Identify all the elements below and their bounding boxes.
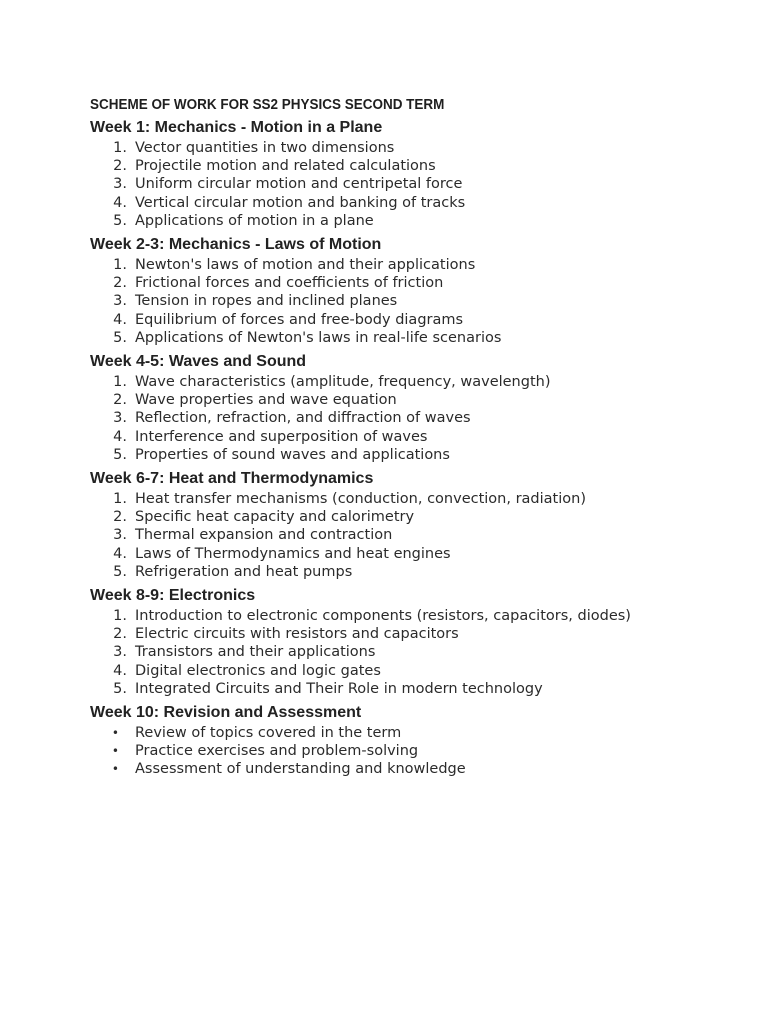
list-item (90, 760, 730, 778)
list-item (90, 545, 730, 563)
list-number: 3. (113, 527, 127, 544)
list-item-text: Refrigeration and heat pumps (135, 563, 353, 580)
list-number: 5. (113, 680, 127, 697)
list-item-text: Frictional forces and coefficients of friction (135, 275, 444, 292)
document-page (90, 95, 730, 783)
list-number: 3. (113, 176, 127, 193)
list-number: 5. (113, 212, 127, 229)
list-item-text: Practice exercises and problem-solving (135, 743, 419, 760)
list-number: 2. (113, 392, 127, 409)
list-number: 1. (113, 140, 127, 156)
bullet-icon: • (111, 726, 119, 741)
week-heading: Week 2-3: Mechanics - Laws of Motion (90, 236, 382, 254)
week-section (90, 351, 730, 464)
week-heading: Week 8-9: Electronics (90, 587, 256, 605)
list-item-text: Review of topics covered in the term (135, 725, 402, 742)
list-item (90, 175, 730, 193)
list-item (90, 662, 730, 680)
numbered-list (90, 256, 730, 347)
list-number: 1. (113, 491, 127, 508)
list-item-text: Applications of motion in a plane (135, 212, 374, 229)
list-number: 5. (113, 563, 127, 580)
list-item (90, 680, 730, 698)
list-number: 3. (113, 293, 127, 310)
document-title: SCHEME OF WORK FOR SS2 PHYSICS SECOND TERM (90, 97, 445, 113)
list-number: 4. (113, 194, 127, 211)
list-number: 5. (113, 446, 127, 463)
list-item-text: Transistors and their applications (135, 644, 376, 661)
list-number: 2. (113, 509, 127, 526)
week-section (90, 702, 730, 779)
list-item (90, 391, 730, 409)
list-number: 2. (113, 275, 127, 292)
list-number: 2. (113, 626, 127, 643)
list-item-text: Assessment of understanding and knowledge (135, 761, 466, 778)
list-item (90, 724, 730, 742)
list-item-text: Vector quantities in two dimensions (135, 140, 395, 156)
week-heading: Week 6-7: Heat and Thermodynamics (90, 470, 374, 488)
week-section (90, 585, 730, 698)
list-item (90, 563, 730, 581)
week-section (90, 117, 730, 230)
list-item-text: Wave characteristics (amplitude, frequency, wavelength) (135, 374, 551, 391)
list-number: 1. (113, 257, 127, 274)
list-item-text: Applications of Newton's laws in real-life scenarios (135, 329, 502, 346)
list-item (90, 373, 730, 391)
list-item (90, 526, 730, 544)
list-item-text: Thermal expansion and contraction (135, 527, 393, 544)
list-number: 3. (113, 410, 127, 427)
list-item-text: Laws of Thermodynamics and heat engines (135, 545, 451, 562)
bullet-icon: • (111, 744, 119, 759)
list-item (90, 643, 730, 661)
list-item (90, 274, 730, 292)
week-heading: Week 4-5: Waves and Sound (90, 353, 307, 371)
list-number: 3. (113, 644, 127, 661)
list-item (90, 742, 730, 760)
list-item (90, 446, 730, 464)
week-section (90, 468, 730, 581)
week-heading: Week 10: Revision and Assessment (90, 704, 362, 722)
numbered-list (90, 490, 730, 581)
list-number: 1. (113, 608, 127, 625)
list-item-text: Tension in ropes and inclined planes (135, 293, 398, 310)
list-item-text: Vertical circular motion and banking of tracks (135, 194, 466, 211)
list-number: 4. (113, 662, 127, 679)
numbered-list (90, 139, 730, 230)
list-item-text: Integrated Circuits and Their Role in modern technology (135, 680, 543, 697)
weeks-container (90, 117, 730, 779)
list-number: 4. (113, 545, 127, 562)
list-item-text: Uniform circular motion and centripetal force (135, 176, 463, 193)
list-item (90, 157, 730, 175)
list-item-text: Projectile motion and related calculations (135, 158, 436, 175)
list-item-text: Introduction to electronic components (resistors, capacitors, diodes) (135, 608, 631, 625)
list-item-text: Equilibrium of forces and free-body diagrams (135, 311, 464, 328)
list-item-text: Interference and superposition of waves (135, 428, 428, 445)
list-item (90, 607, 730, 625)
list-item-text: Properties of sound waves and applications (135, 446, 450, 463)
list-number: 4. (113, 311, 127, 328)
numbered-list (90, 607, 730, 698)
list-item (90, 311, 730, 329)
week-section (90, 234, 730, 347)
list-item (90, 428, 730, 446)
bullet-icon: • (111, 762, 119, 777)
list-item-text: Heat transfer mechanisms (conduction, convection, radiation) (135, 491, 586, 508)
list-item (90, 329, 730, 347)
week-heading: Week 1: Mechanics - Motion in a Plane (90, 119, 383, 136)
list-item-text: Wave properties and wave equation (135, 392, 397, 409)
list-number: 1. (113, 374, 127, 391)
list-item (90, 490, 730, 508)
numbered-list (90, 373, 730, 464)
list-item (90, 625, 730, 643)
list-item (90, 409, 730, 427)
list-number: 2. (113, 158, 127, 175)
list-item (90, 139, 730, 157)
list-item (90, 508, 730, 526)
list-number: 4. (113, 428, 127, 445)
list-number: 5. (113, 329, 127, 346)
list-item-text: Specific heat capacity and calorimetry (135, 509, 415, 526)
list-item-text: Reflection, refraction, and diffraction of waves (135, 410, 471, 427)
list-item (90, 292, 730, 310)
list-item (90, 256, 730, 274)
bulleted-list (90, 724, 730, 779)
list-item (90, 212, 730, 230)
list-item-text: Digital electronics and logic gates (135, 662, 381, 679)
list-item-text: Newton's laws of motion and their applications (135, 257, 476, 274)
list-item-text: Electric circuits with resistors and capacitors (135, 626, 459, 643)
list-item (90, 194, 730, 212)
